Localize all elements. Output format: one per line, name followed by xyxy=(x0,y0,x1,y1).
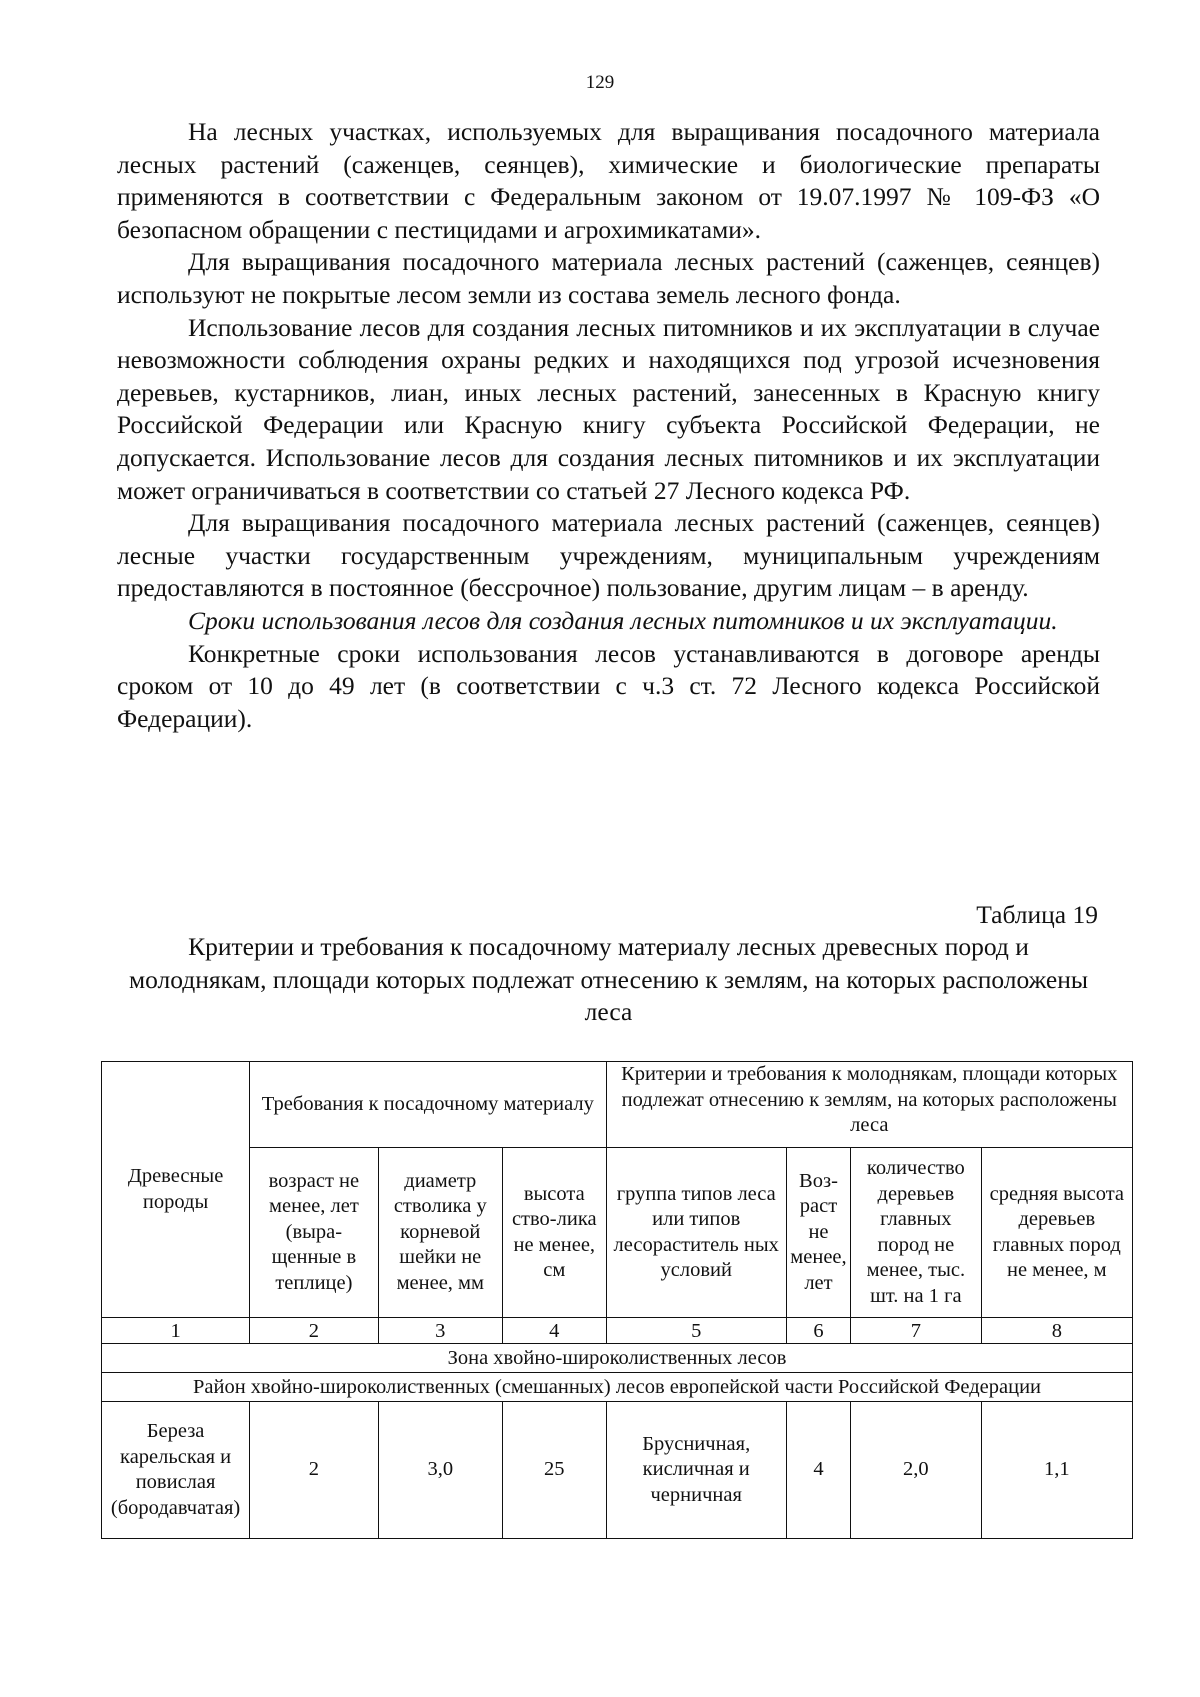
header-age-min: возраст не менее, лет (выра-щенные в теплице) xyxy=(250,1148,378,1318)
cell-tree-count: 2,0 xyxy=(851,1402,982,1539)
zone-row xyxy=(102,1344,1133,1373)
cell-species: Береза карельская и повислая (бородавчатая) xyxy=(102,1402,250,1539)
region-label: Район хвойно-широколиственных (смешанных) лесов европейской части Российской Федерации xyxy=(102,1373,1133,1402)
cell-height: 25 xyxy=(502,1402,606,1539)
header-group-young: Критерии и требования к молоднякам, площади которых подлежат отнесению к землям, на которых расположены леса xyxy=(606,1062,1132,1148)
paragraph-protection: Использование лесов для создания лесных питомников и их эксплуатации в случае невозможности соблюдения охраны редких и находящихся под угрозой исчезновения деревьев, кустарников, лиан, иных лесных растений, занесенных в Красную книгу Российской Федерации или Красную книгу субъекта Российской Федерации, не допускается. Использование лесов для создания лесных питомников и их эксплуатации может ограничиваться в соответствии со статьей 27 Лесного кодекса РФ. xyxy=(117,312,1100,505)
zone-label: Зона хвойно-широколиственных лесов xyxy=(102,1344,1133,1373)
paragraph-pesticides: На лесных участках, используемых для выращивания посадочного материала лесных растений (саженцев, сеянцев), химические и биологические препараты применяются в соответствии с Федеральным законом от 19.07.1997 № 109-ФЗ «О безопасном обращении с пестицидами и агрохимикатами». xyxy=(117,117,1100,244)
header-young-age: Воз-раст не менее, лет xyxy=(786,1148,850,1318)
criteria-table xyxy=(101,1061,1133,1539)
header-group-planting: Требования к посадочному материалу xyxy=(250,1062,606,1148)
cell-age: 2 xyxy=(250,1402,378,1539)
column-number-row xyxy=(102,1318,1133,1344)
column-number: 8 xyxy=(981,1318,1132,1344)
header-species: Древесные породы xyxy=(102,1062,250,1318)
header-diameter: диаметр стволика у корневой шейки не менее, мм xyxy=(378,1148,502,1318)
column-number: 3 xyxy=(378,1318,502,1344)
table-label: Таблица 19 xyxy=(976,900,1098,929)
paragraph-terms-heading: Сроки использования лесов для создания лесных питомников и их эксплуатации. xyxy=(188,605,1058,635)
body-text xyxy=(117,116,1100,735)
region-row xyxy=(102,1373,1133,1402)
column-number: 2 xyxy=(250,1318,378,1344)
header-tree-count: количество деревьев главных пород не менее, тыс. шт. на 1 га xyxy=(851,1148,982,1318)
column-number: 4 xyxy=(502,1318,606,1344)
column-number: 6 xyxy=(786,1318,850,1344)
cell-diameter: 3,0 xyxy=(378,1402,502,1539)
column-number: 7 xyxy=(851,1318,982,1344)
header-row-columns xyxy=(102,1148,1133,1318)
column-number: 1 xyxy=(102,1318,250,1344)
table-row xyxy=(102,1402,1133,1539)
header-avg-height: средняя высота деревьев главных пород не менее, м xyxy=(981,1148,1132,1318)
cell-avg-height: 1,1 xyxy=(981,1402,1132,1539)
column-number: 5 xyxy=(606,1318,786,1344)
header-height: высота ство-лика не менее, см xyxy=(502,1148,606,1318)
table-title: Критерии и требования к посадочному материалу лесных древесных пород и молоднякам, площади которых подлежат отнесению к землям, на которых расположены леса xyxy=(128,932,1088,1027)
header-forest-type: группа типов леса или типов лесораститель ных условий xyxy=(606,1148,786,1318)
page-number: 129 xyxy=(585,72,615,93)
cell-young-age: 4 xyxy=(786,1402,850,1539)
cell-forest-type: Брусничная, кисличная и черничная xyxy=(606,1402,786,1539)
paragraph-terms: Конкретные сроки использования лесов устанавливаются в договоре аренды сроком от 10 до 49 лет (в соответствии с ч.3 ст. 72 Лесного кодекса Российской Федерации). xyxy=(117,638,1100,733)
paragraph-lease: Для выращивания посадочного материала лесных растений (саженцев, сеянцев) лесные участки государственным учреждениям, муниципальным учреждениям предоставляются в постоянное (бессрочное) пользование, другим лицам – в аренду. xyxy=(117,508,1100,603)
paragraph-land-use: Для выращивания посадочного материала лесных растений (саженцев, сеянцев) используют не покрытые лесом земли из состава земель лесного фонда. xyxy=(117,247,1100,309)
header-row-groups xyxy=(102,1062,1133,1148)
